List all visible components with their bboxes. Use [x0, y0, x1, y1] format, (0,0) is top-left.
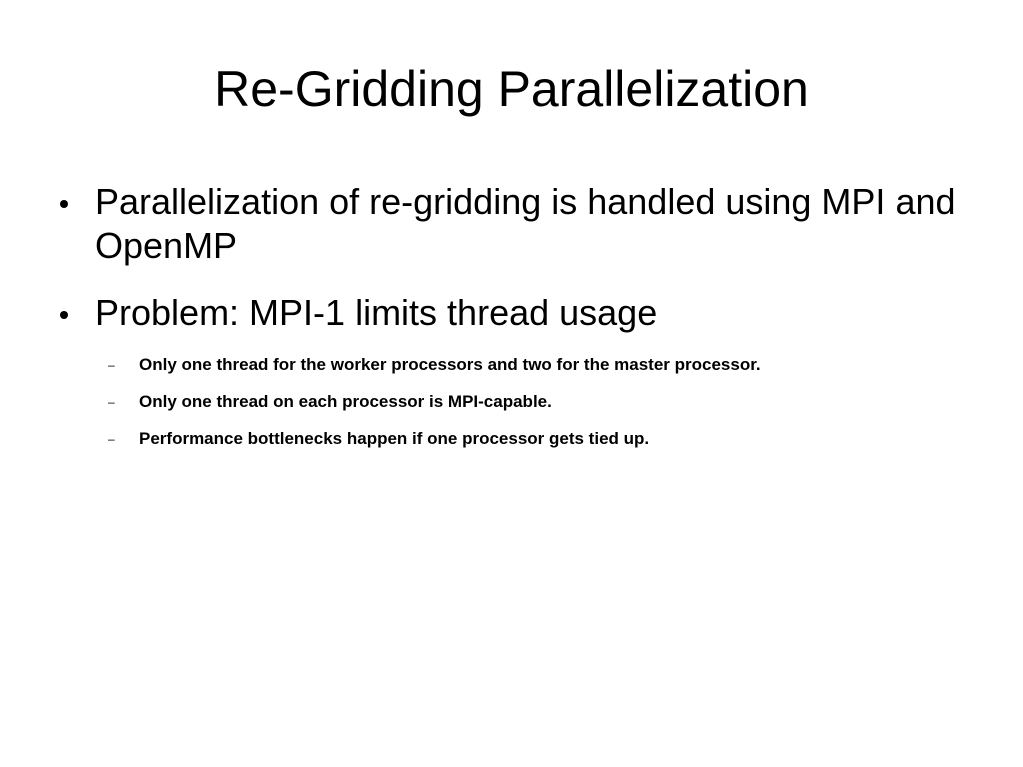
bullet-text: Problem: MPI-1 limits thread usage — [95, 292, 658, 333]
bullet-dot-icon — [60, 200, 68, 208]
sub-bullet-text: Only one thread for the worker processors and two for the master processor. — [139, 355, 761, 374]
dash-icon: – — [108, 358, 115, 372]
dash-icon: – — [108, 432, 115, 446]
bullet-item — [60, 180, 960, 268]
sub-bullet-item — [108, 429, 988, 449]
sub-bullet-item — [108, 392, 988, 412]
sub-bullet-text: Only one thread on each processor is MPI-capable. — [139, 392, 552, 411]
slide-title: Re-Gridding Parallelization — [214, 61, 809, 117]
sub-bullet-item — [108, 355, 988, 375]
sub-bullet-text: Performance bottlenecks happen if one processor gets tied up. — [139, 429, 650, 448]
bullet-text: Parallelization of re-gridding is handled using MPI and OpenMP — [95, 181, 956, 266]
bullet-dot-icon — [60, 311, 68, 319]
dash-icon: – — [108, 395, 115, 409]
bullet-item — [60, 291, 960, 335]
